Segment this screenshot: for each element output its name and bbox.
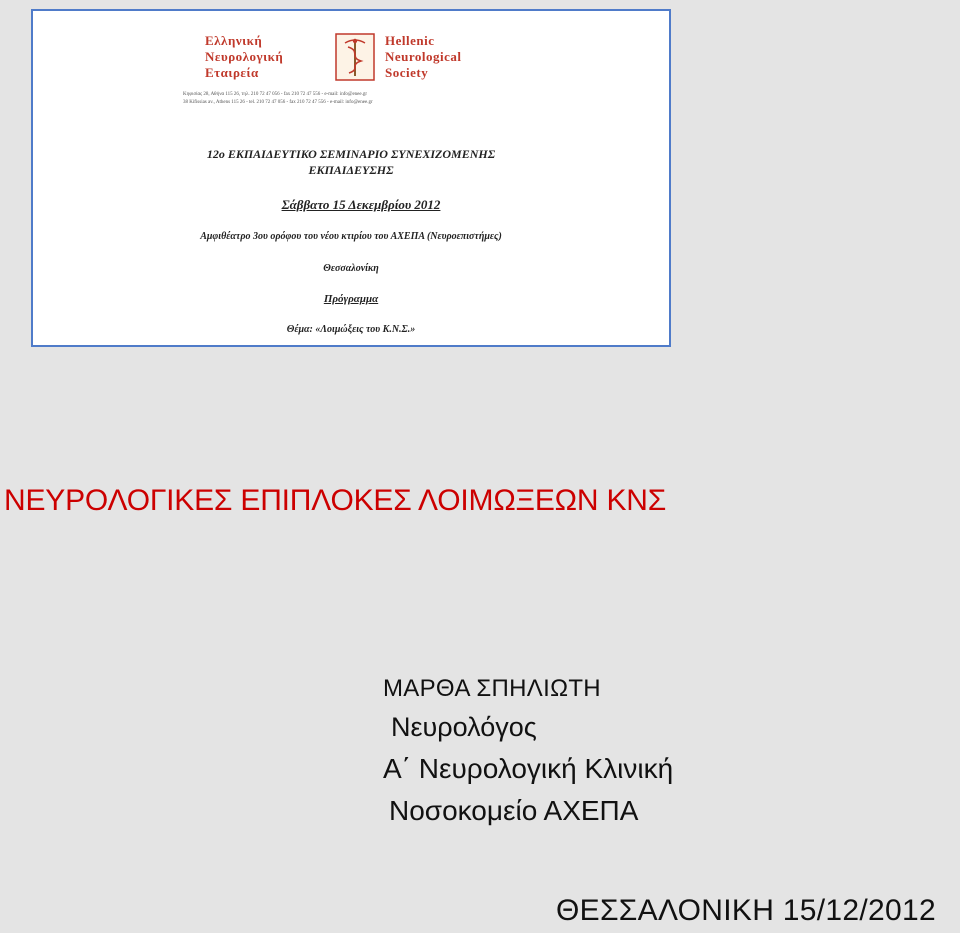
author-clinic: Α΄ Νευρολογική Κλινική [383, 753, 674, 784]
author-block [383, 672, 673, 832]
slide-footer-date: ΘΕΣΣΑΛΟΝΙΚΗ 15/12/2012 [556, 894, 936, 927]
author-role: Νευρολόγος [391, 712, 537, 742]
seminar-venue: Αμφιθέατρο 3ου ορόφου του νέου κτιρίου του ΑΧΕΠΑ (Νευροεπιστήμες) [200, 231, 502, 242]
seminar-city: Θεσσαλονίκη [323, 263, 379, 274]
slide-title: ΝΕΥΡΟΛΟΓΙΚΕΣ ΕΠΙΠΛΟΚΕΣ ΛΟΙΜΩΞΕΩΝ ΚΝΣ [4, 484, 667, 517]
seminar-programme: Πρόγραμμα [323, 293, 379, 305]
contact-line-greek: Κηφισίας 28, Αθήνα 115 26, τηλ. 210 72 47 056 - fax 210 72 47 556 - e-mail: info@enee.gr [183, 92, 368, 97]
letterhead-image [31, 9, 671, 347]
seminar-title-line-1: 12ο ΕΚΠΑΙΔΕΥΤΙΚΟ ΣΕΜΙΝΑΡΙΟ ΣΥΝΕΧΙΖΟΜΕΝΗΣ [206, 147, 496, 161]
contact-line-english: 38 Kifissias av., Athens 115 26 - tel. 210 72 47 056 - fax 210 72 47 556 - e-mail: info@enee.gr [183, 100, 373, 105]
letterhead-header [33, 33, 669, 85]
author-name: ΜΑΡΘΑ ΣΠΗΛΙΩΤΗ [383, 675, 601, 702]
society-name-english: Hellenic Neurological Society [385, 33, 462, 80]
seminar-topic: Θέμα: «Λοιμώξεις του Κ.Ν.Σ.» [286, 324, 416, 335]
society-name-greek: Ελληνική Νευρολογική Εταιρεία [205, 33, 284, 80]
seminar-title-line-2: ΕΚΠΑΙΔΕΥΣΗΣ [308, 163, 394, 177]
caduceus-icon [335, 33, 375, 81]
author-hospital: Νοσοκομείο ΑΧΕΠΑ [389, 795, 639, 826]
seminar-date: Σάββατο 15 Δεκεμβρίου 2012 [281, 197, 441, 212]
